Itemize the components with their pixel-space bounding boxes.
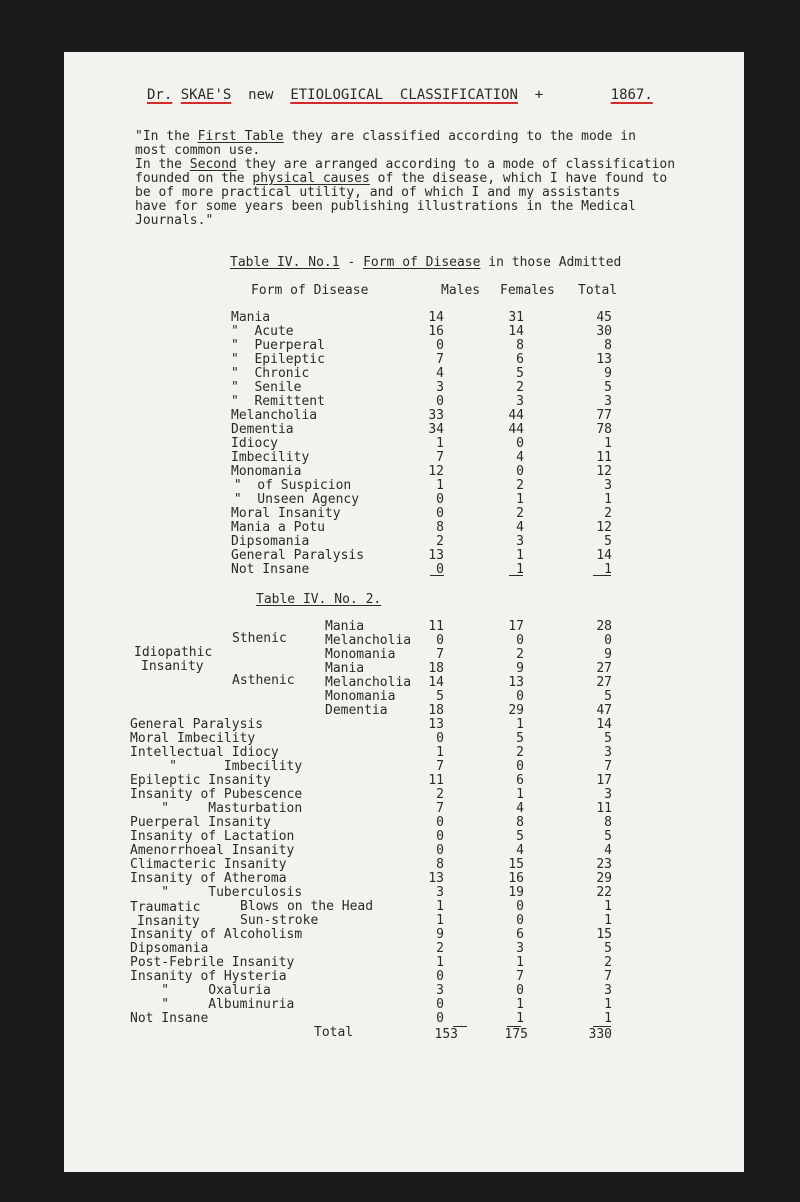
table2-row-females: 6: [516, 773, 524, 788]
table2-row-total: 3: [604, 787, 612, 802]
table2-row-total: 22: [596, 885, 612, 900]
table2-row-females: 19: [508, 885, 524, 900]
table2-row-males: 1: [436, 955, 444, 970]
table2-row-total: 8: [604, 815, 612, 830]
table1-row-label: " Puerperal: [231, 338, 325, 353]
table1-row-males: 34: [428, 422, 444, 437]
table1-title-dash: -: [339, 255, 364, 270]
table1-row-label: Not Insane: [231, 562, 310, 577]
table1-row-males: 0: [436, 394, 444, 409]
table1-row-total: 8: [604, 338, 612, 353]
table1-row-females: 1: [516, 492, 524, 507]
table1-row-total: 3: [604, 478, 612, 493]
table1-row-males: 0: [436, 506, 444, 521]
table1-row-total: 78: [596, 422, 612, 437]
table1-row-total: 3: [604, 394, 612, 409]
table2-row-males: 0: [436, 969, 444, 984]
quote-underlined-second: Second: [189, 157, 237, 172]
table2-row-total: 11: [596, 801, 612, 816]
table1-row-females: 4: [516, 450, 524, 465]
table2-row-males: 0: [436, 731, 444, 746]
table2-row-females: 0: [516, 983, 524, 998]
table1-row-males: 13: [428, 548, 444, 563]
table1-row-label: Idiocy: [231, 436, 278, 451]
table2-row-females: 8: [516, 815, 524, 830]
table1-row-label: " Unseen Agency: [226, 492, 360, 507]
table1-row-females: 2: [516, 380, 524, 395]
table2-row-label: Insanity of Lactation: [130, 829, 295, 844]
table2-row-total: 5: [604, 829, 612, 844]
table1-row-males: 0: [436, 338, 444, 353]
table1-row-males: 12: [428, 464, 444, 479]
table1-row-label: " Senile: [231, 380, 302, 395]
table1-row-females: 44: [508, 422, 524, 437]
table2-row-males: 7: [436, 647, 444, 662]
table1-row-females: 2: [516, 506, 524, 521]
table2-row-males: 2: [436, 941, 444, 956]
table1-row-label: General Paralysis: [231, 548, 365, 563]
table2-row-total: 29: [596, 871, 612, 886]
table1-row-total: 11: [596, 450, 612, 465]
table2-row-total: 27: [596, 675, 612, 690]
table1-row-total: 13: [596, 352, 612, 367]
table1-row-males: 33: [428, 408, 444, 423]
table1-row-females: 44: [508, 408, 524, 423]
table2-group-sthenic: Sthenic: [232, 631, 287, 646]
quote-text: they are classified according to the mode in: [283, 129, 636, 144]
table2-row-females: 2: [516, 647, 524, 662]
table2-title: Table IV. No. 2.: [256, 592, 382, 607]
table1-row-total: 14: [596, 548, 612, 563]
table1-header-females: Females: [500, 283, 555, 298]
table2-total-total: 330: [588, 1027, 612, 1042]
table2-row-total: 3: [604, 983, 612, 998]
table2-row-females: 2: [516, 745, 524, 760]
table2-row-label: Insanity of Hysteria: [130, 969, 287, 984]
table2-row-label: Not Insane: [130, 1011, 209, 1026]
table2-row-males: 0: [436, 997, 444, 1012]
table2-row-label: Mania: [325, 619, 365, 634]
table1-row-females: 1: [516, 548, 524, 563]
table2-row-label: Blows on the Head: [240, 899, 374, 914]
table1-row-males: 8: [436, 520, 444, 535]
table1-row-females: 1: [516, 562, 524, 577]
table1-row-total: 1: [604, 492, 612, 507]
table2-row-females: 29: [508, 703, 524, 718]
table2-row-males: 8: [436, 857, 444, 872]
table2-row-females: 5: [516, 731, 524, 746]
table2-row-label: Monomania: [325, 647, 396, 662]
table2-row-males: 13: [428, 717, 444, 732]
table2-row-label: Intellectual Idiocy: [130, 745, 279, 760]
table2-row-label: Melancholia: [325, 633, 412, 648]
table2-total-females: 175: [504, 1027, 528, 1042]
table2-row-label: Mania: [325, 661, 365, 676]
quote-text: In the: [135, 157, 190, 172]
table2-row-label: Epileptic Insanity: [130, 773, 271, 788]
table2-row-females: 0: [516, 689, 524, 704]
table1-sum-line-total: [593, 575, 611, 576]
header-line: [147, 88, 653, 102]
table2-row-males: 3: [436, 983, 444, 998]
quote-line-6: have for some years been publishing illustrations in the Medical: [135, 199, 636, 214]
table2-row-males: 2: [436, 787, 444, 802]
table1-sum-line-females: [509, 575, 523, 576]
table2-row-label: " Imbecility: [130, 759, 303, 774]
table2-row-label: General Paralysis: [130, 717, 264, 732]
table2-row-total: 3: [604, 745, 612, 760]
table2-row-males: 7: [436, 759, 444, 774]
table1-header-form: Form of Disease: [251, 283, 369, 298]
table1-row-males: 14: [428, 310, 444, 325]
table2-row-males: 5: [436, 689, 444, 704]
table2-group-asthenic: Asthenic: [232, 673, 295, 688]
table2-row-label: " Albuminuria: [130, 997, 295, 1012]
table2-row-females: 4: [516, 843, 524, 858]
table2-row-females: 15: [508, 857, 524, 872]
table2-row-total: 7: [604, 759, 612, 774]
table1-row-females: 3: [516, 394, 524, 409]
table1-row-label: Melancholia: [231, 408, 318, 423]
table2-row-total: 9: [604, 647, 612, 662]
table2-row-females: 5: [516, 829, 524, 844]
header-name: SKAE'S: [180, 87, 232, 103]
table2-row-label: Sun-stroke: [240, 913, 319, 928]
table2-row-label: Puerperal Insanity: [130, 815, 271, 830]
table2-row-label: Insanity of Atheroma: [130, 871, 287, 886]
table2-group-traumatic-2: Insanity: [137, 914, 200, 929]
table2-row-label: Dipsomania: [130, 941, 209, 956]
table2-row-label: Climacteric Insanity: [130, 857, 287, 872]
quote-line-1: [135, 130, 636, 144]
table2-row-males: 13: [428, 871, 444, 886]
table1-row-label: " of Suspicion: [226, 478, 352, 493]
table2-row-males: 1: [436, 745, 444, 760]
table1-row-males: 1: [436, 478, 444, 493]
table2-row-label: Post-Febrile Insanity: [130, 955, 295, 970]
table1-row-total: 5: [604, 534, 612, 549]
table2-row-total: 2: [604, 955, 612, 970]
table2-row-total: 5: [604, 941, 612, 956]
quote-text: they are arranged according to a mode of classification: [236, 157, 676, 172]
table1-sum-line-males: [430, 575, 444, 576]
table2-row-total: 1: [604, 1011, 612, 1026]
table1-row-total: 5: [604, 380, 612, 395]
table2-row-males: 0: [436, 1011, 444, 1026]
table2-row-females: 3: [516, 941, 524, 956]
table2-group-traumatic-1: Traumatic: [130, 900, 201, 915]
table2-row-label: Dementia: [325, 703, 388, 718]
table2-row-label: " Masturbation: [130, 801, 303, 816]
table1-row-label: " Epileptic: [231, 352, 325, 367]
table2-row-females: 6: [516, 927, 524, 942]
table1-row-total: 1: [604, 436, 612, 451]
table2-total-label: Total: [314, 1025, 354, 1040]
table2-row-total: 5: [604, 689, 612, 704]
table2-row-label: Melancholia: [325, 675, 412, 690]
table1-row-females: 0: [516, 436, 524, 451]
table1-row-females: 4: [516, 520, 524, 535]
table2-row-males: 7: [436, 801, 444, 816]
table2-row-label: Moral Imbecility: [130, 731, 256, 746]
table2-row-label: Monomania: [325, 689, 396, 704]
table2-row-label: " Tuberculosis: [130, 885, 303, 900]
header-word: new: [248, 87, 274, 103]
table1-row-total: 1: [604, 562, 612, 577]
table2-row-males: 14: [428, 675, 444, 690]
table2-row-label: Insanity of Alcoholism: [130, 927, 303, 942]
quote-line-4: [135, 172, 667, 186]
table2-row-females: 13: [508, 675, 524, 690]
table2-row-total: 1: [604, 997, 612, 1012]
table2-row-total: 27: [596, 661, 612, 676]
table1-row-total: 77: [596, 408, 612, 423]
table2-row-males: 3: [436, 885, 444, 900]
quote-text: of the disease, which I have found to: [369, 171, 668, 186]
table1-row-females: 0: [516, 464, 524, 479]
table2-row-males: 11: [428, 773, 444, 788]
table1-row-label: Moral Insanity: [231, 506, 341, 521]
table1-row-total: 9: [604, 366, 612, 381]
table2-total-males: 153: [434, 1027, 458, 1042]
table1-row-females: 6: [516, 352, 524, 367]
table1-row-males: 0: [436, 492, 444, 507]
table1-title-rest: in those Admitted: [480, 255, 622, 270]
table1-header-males: Males: [441, 283, 481, 298]
quote-line-3: [135, 158, 675, 172]
table1-title-number: Table IV. No.1: [230, 255, 340, 270]
table2-row-males: 11: [428, 619, 444, 634]
table2-row-total: 1: [604, 913, 612, 928]
header-title: ETIOLOGICAL CLASSIFICATION: [290, 87, 518, 103]
table1-title-form: Form of Disease: [363, 255, 481, 270]
table2-row-males: 0: [436, 843, 444, 858]
table1-row-label: Mania a Potu: [231, 520, 325, 535]
table1-row-label: Mania: [231, 310, 271, 325]
table2-row-total: 4: [604, 843, 612, 858]
table2-row-females: 0: [516, 759, 524, 774]
table2-row-label: " Oxaluria: [130, 983, 271, 998]
table2-row-total: 14: [596, 717, 612, 732]
table1-row-males: 0: [436, 562, 444, 577]
quote-text: "In the: [135, 129, 198, 144]
table2-row-females: 1: [516, 787, 524, 802]
table1-row-males: 4: [436, 366, 444, 381]
table1-row-males: 1: [436, 436, 444, 451]
table1-row-total: 45: [596, 310, 612, 325]
table1-row-label: Monomania: [231, 464, 302, 479]
table1-row-females: 14: [508, 324, 524, 339]
table2-row-total: 0: [604, 633, 612, 648]
table1-row-females: 5: [516, 366, 524, 381]
table2-row-total: 15: [596, 927, 612, 942]
table2-row-females: 4: [516, 801, 524, 816]
table2-row-males: 9: [436, 927, 444, 942]
table2-row-total: 47: [596, 703, 612, 718]
table1-header-total: Total: [578, 283, 618, 298]
table2-row-females: 7: [516, 969, 524, 984]
table2-group-idiopathic-1: Idiopathic: [134, 645, 213, 660]
table2-row-males: 0: [436, 815, 444, 830]
header-mark: +: [534, 87, 544, 103]
table1-row-total: 2: [604, 506, 612, 521]
quote-line-2: most common use.: [135, 143, 261, 158]
table1-row-label: Dementia: [231, 422, 294, 437]
table2-row-total: 1: [604, 899, 612, 914]
table1-row-total: 30: [596, 324, 612, 339]
table2-row-males: 0: [436, 829, 444, 844]
table2-row-total: 17: [596, 773, 612, 788]
table1-row-label: " Remittent: [231, 394, 325, 409]
table2-row-males: 0: [436, 633, 444, 648]
table2-row-males: 1: [436, 899, 444, 914]
table2-row-females: 1: [516, 1011, 524, 1026]
table2-row-total: 5: [604, 731, 612, 746]
table2-row-females: 0: [516, 633, 524, 648]
table2-row-females: 1: [516, 955, 524, 970]
table1-row-label: " Chronic: [231, 366, 310, 381]
table1-row-females: 3: [516, 534, 524, 549]
table2-row-females: 1: [516, 717, 524, 732]
quote-text: founded on the: [135, 171, 253, 186]
table1-row-males: 16: [428, 324, 444, 339]
table1-row-females: 31: [508, 310, 524, 325]
table1-row-males: 7: [436, 450, 444, 465]
table1-row-males: 2: [436, 534, 444, 549]
table1-row-total: 12: [596, 520, 612, 535]
table2-row-females: 17: [508, 619, 524, 634]
table1-row-label: Imbecility: [231, 450, 310, 465]
table1-row-males: 7: [436, 352, 444, 367]
table1-row-total: 12: [596, 464, 612, 479]
table2-row-females: 1: [516, 997, 524, 1012]
quote-underlined-physical-causes: physical causes: [252, 171, 370, 186]
quote-line-5: be of more practical utility, and of which I and my assistants: [135, 185, 621, 200]
header-prefix: Dr.: [147, 87, 173, 103]
table2-row-females: 0: [516, 913, 524, 928]
table1-row-females: 2: [516, 478, 524, 493]
table1-row-females: 8: [516, 338, 524, 353]
table2-row-total: 28: [596, 619, 612, 634]
table2-row-total: 7: [604, 969, 612, 984]
quote-line-7: Journals.": [135, 213, 214, 228]
table2-row-females: 0: [516, 899, 524, 914]
table2-row-females: 16: [508, 871, 524, 886]
header-year: 1867.: [610, 87, 653, 103]
table1-row-label: Dipsomania: [231, 534, 310, 549]
table2-row-males: 18: [428, 661, 444, 676]
table2-group-idiopathic-2: Insanity: [141, 659, 204, 674]
table2-row-label: Insanity of Pubescence: [130, 787, 303, 802]
table1-title: [230, 256, 621, 270]
quote-underlined-first-table: First Table: [197, 129, 284, 144]
table2-row-males: 18: [428, 703, 444, 718]
table2-row-males: 1: [436, 913, 444, 928]
table2-row-females: 9: [516, 661, 524, 676]
table2-row-total: 23: [596, 857, 612, 872]
table2-row-label: Amenorrhoeal Insanity: [130, 843, 295, 858]
table1-row-males: 3: [436, 380, 444, 395]
table1-row-label: " Acute: [231, 324, 294, 339]
